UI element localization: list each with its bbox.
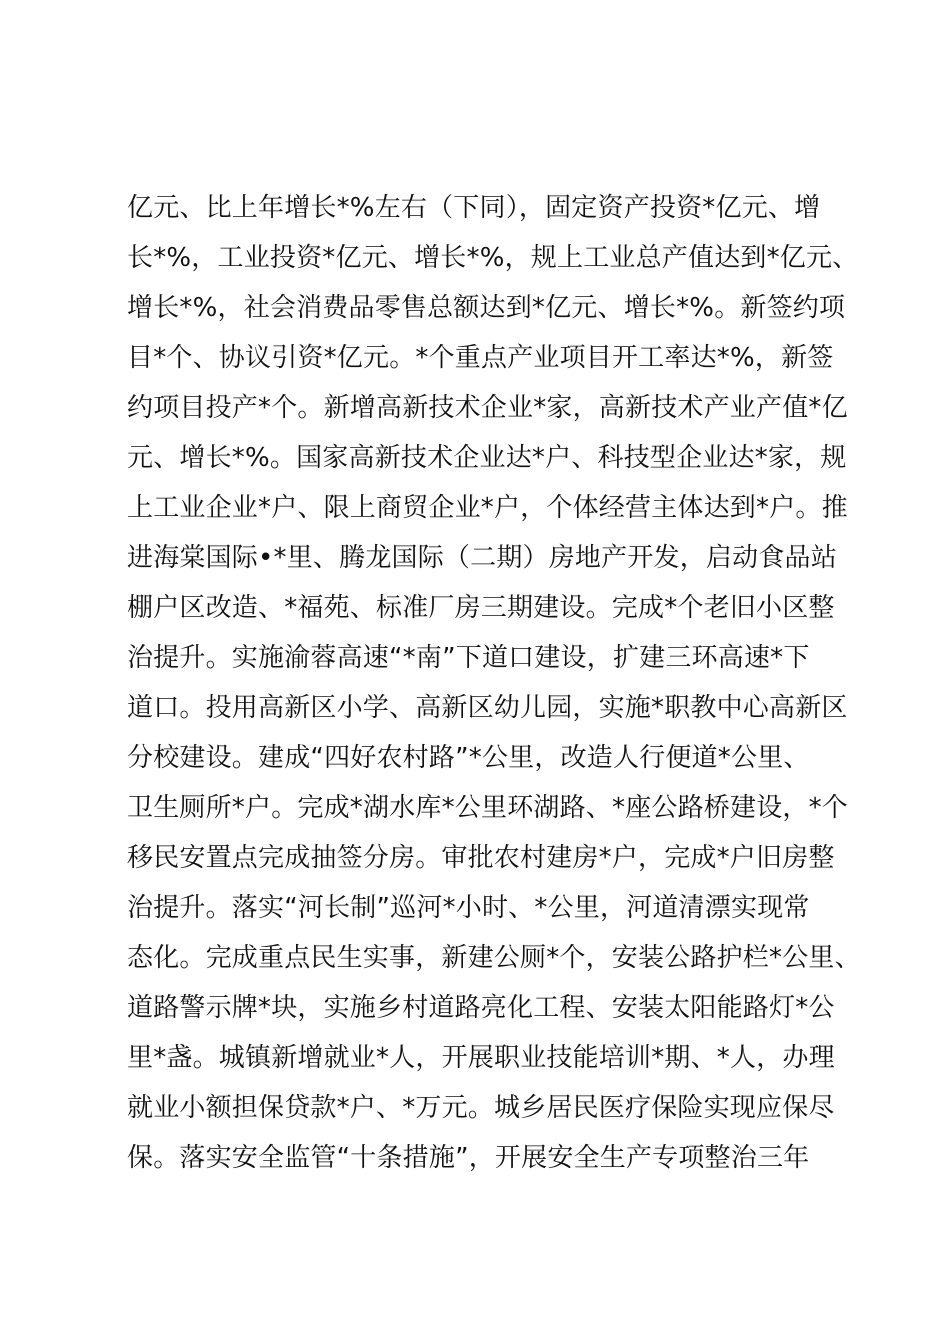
text-line: 就业小额担保贷款*户、*万元。城乡居民医疗保险实现应保尽 [127, 1093, 835, 1123]
text-line: 上工业企业*户、限上商贸企业*户，个体经营主体达到*户。推 [127, 493, 848, 523]
text-line: 长*%，工业投资*亿元、增长*%，规上工业总产值达到*亿元、 [127, 243, 859, 273]
body-paragraph [127, 183, 867, 1183]
text-line: 态化。完成重点民生实事，新建公厕*个，安装公路护栏*公里、 [127, 943, 861, 973]
text-line: 里*盏。城镇新增就业*人，开展职业技能培训*期、*人，办理 [127, 1043, 835, 1073]
text-line: 道口。投用高新区小学、高新区幼儿园，实施*职教中心高新区 [127, 693, 848, 723]
text-line: 卫生厕所*户。完成*湖水库*公里环湖路、*座公路桥建设，*个 [127, 793, 849, 823]
text-line: 保。落实安全监管“十条措施”，开展安全生产专项整治三年 [127, 1143, 810, 1173]
text-line: 元、增长*%。国家高新技术企业达*户、科技型企业达*家，规 [127, 443, 847, 473]
text-line: 移民安置点完成抽签分房。审批农村建房*户，完成*户旧房整 [127, 843, 835, 873]
text-line: 目*个、协议引资*亿元。*个重点产业项目开工率达*%，新签 [127, 343, 834, 373]
text-line: 道路警示牌*块，实施乡村道路亮化工程、安装太阳能路灯*公 [127, 993, 835, 1023]
text-line: 增长*%，社会消费品零售总额达到*亿元、增长*%。新签约项 [127, 293, 846, 323]
text-line: 棚户区改造、*福苑、标准厂房三期建设。完成*个老旧小区整 [127, 593, 835, 623]
text-line: 进海棠国际•*里、腾龙国际（二期）房地产开发，启动食品站 [127, 543, 837, 573]
text-line: 治提升。实施渝蓉高速“*南”下道口建设，扩建三环高速*下 [127, 643, 810, 673]
text-line: 治提升。落实“河长制”巡河*小时、*公里，河道清漂实现常 [127, 893, 810, 923]
text-line: 亿元、比上年增长*%左右（下同），固定资产投资*亿元、增 [127, 193, 821, 223]
text-line: 约项目投产*个。新增高新技术企业*家，高新技术产业产值*亿 [127, 393, 848, 423]
text-line: 分校建设。建成“四好农村路”*公里，改造人行便道*公里、 [127, 743, 810, 773]
